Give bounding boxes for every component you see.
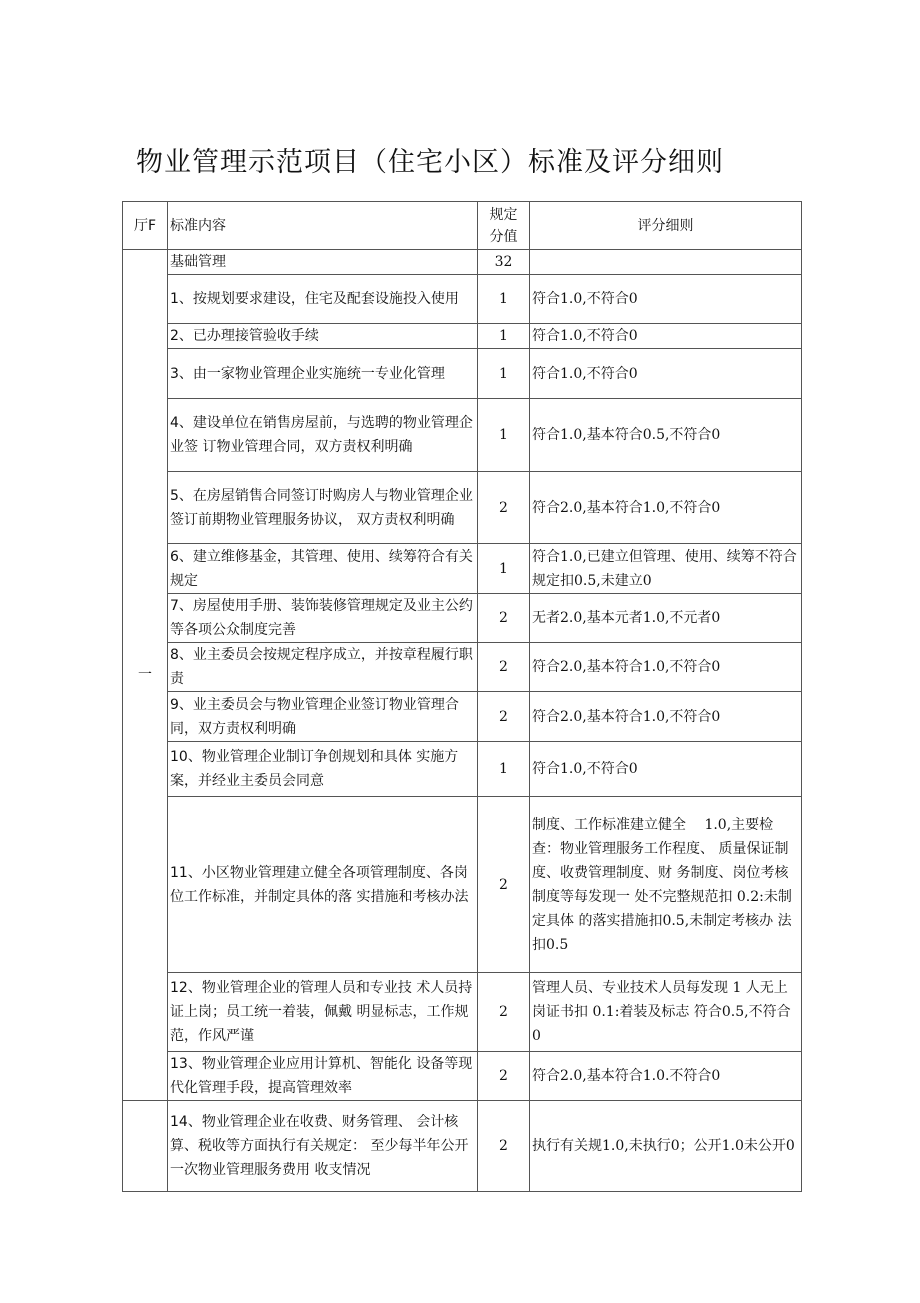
row-score: 2 [478,973,530,1052]
header-score-line2: 分值 [489,228,518,245]
row-content: 8、业主委员会按规定程序成立，并按章程履行职责 [168,643,478,692]
row-score: 2 [478,692,530,742]
row-content: 9、业主委员会与物业管理企业签订物业管理合同，双方责权利明确 [168,692,478,742]
row-content: 1、按规划要求建设，住宅及配套设施投入使用 [168,275,478,324]
row-rule: 符合1.0,基本符合0.5,不符合0 [530,399,802,472]
table-row [123,399,802,472]
section-row [123,250,802,275]
row-content: 7、房屋使用手册、装饰装修管理规定及业主公约等各项公众制度完善 [168,594,478,643]
page-title: 物业管理示范项目（住宅小区）标准及评分细则 [136,147,724,178]
row-content: 14、物业管理企业在收费、财务管理、 会计核算、税收等方面执行有关规定： 至少每半年公开一次物业管理服务费用 收支情况 [168,1101,478,1192]
section-label: 基础管理 [168,250,478,275]
row-rule: 符合2.0,基本符合1.0.不符合0 [530,1052,802,1101]
row-content: 3、由一家物业管理企业实施统一专业化管理 [168,349,478,399]
table-row [123,472,802,544]
header-rules: 评分细则 [530,202,802,250]
row-rule: 执行有关规1.0,未执行0；公开1.0未公开0 [530,1101,802,1192]
row-score: 2 [478,594,530,643]
row-rule: 符合1.0,不符合0 [530,275,802,324]
row-score: 1 [478,275,530,324]
section-rule [530,250,802,275]
section-score: 32 [478,250,530,275]
header-score [478,202,530,250]
row-content: 6、建立维修基金，其管理、使用、续筹符合有关规定 [168,544,478,594]
table-row [123,643,802,692]
table-row [123,692,802,742]
row-score: 2 [478,1101,530,1192]
row-rule: 符合2.0,基本符合1.0,不符合0 [530,643,802,692]
row-score: 2 [478,472,530,544]
table-row [123,973,802,1052]
row-rule: 符合1.0,不符合0 [530,742,802,797]
table-row [123,797,802,973]
row-rule: 符合1.0,不符合0 [530,324,802,349]
table-row [123,544,802,594]
header-seq: 厅F [123,202,168,250]
row-score: 2 [478,643,530,692]
row-score: 1 [478,742,530,797]
row-rule: 制度、工作标准建立健全 1.0,主要检查：物业管理服务工作程度、 质量保证制度、收费管理制度、财 务制度、岗位考核制度等每发现一 处不完整规范扣 0.2:未制定具体 的落实措施扣0.5,未制定考核办 法扣0.5 [530,797,802,973]
row-rule: 符合2.0,基本符合1.0,不符合0 [530,472,802,544]
table-row [123,594,802,643]
row-score: 2 [478,1052,530,1101]
group-number-blank [123,1101,168,1192]
row-content: 5、在房屋销售合同签订时购房人与物业管理企业签订前期物业管理服务协议， 双方责权利明确 [168,472,478,544]
table-row [123,742,802,797]
row-score: 1 [478,324,530,349]
table-row [123,324,802,349]
row-content: 11、小区物业管理建立健全各项管理制度、各岗位工作标准，并制定具体的落 实措施和考核办法 [168,797,478,973]
scoring-table [122,201,802,1192]
row-score: 1 [478,349,530,399]
header-content: 标准内容 [168,202,478,250]
table-row [123,1101,802,1192]
row-rule: 符合2.0,基本符合1.0,不符合0 [530,692,802,742]
row-content: 2、已办理接管验收手续 [168,324,478,349]
row-rule: 管理人员、专业技术人员每发现 1 人无上岗证书扣 0.1:着装及标志 符合0.5,不符合0 [530,973,802,1052]
group-number: 一 [123,250,168,1101]
row-rule: 符合1.0,已建立但管理、使用、续筹不符合规定扣0.5,未建立0 [530,544,802,594]
table-row [123,349,802,399]
table-header-row [123,202,802,250]
table-row [123,275,802,324]
row-score: 1 [478,399,530,472]
table-row [123,1052,802,1101]
header-score-line1: 规定 [489,206,518,223]
row-content: 4、建设单位在销售房屋前，与选聘的物业管理企业签 订物业管理合同，双方责权利明确 [168,399,478,472]
row-content: 12、物业管理企业的管理人员和专业技 术人员持证上岗；员工统一着装，佩戴 明显标志，工作规范，作风严谨 [168,973,478,1052]
row-score: 1 [478,544,530,594]
row-score: 2 [478,797,530,973]
row-content: 13、物业管理企业应用计算机、智能化 设备等现代化管理手段，提高管理效率 [168,1052,478,1101]
row-rule: 无者2.0,基本元者1.0,不元者0 [530,594,802,643]
row-rule: 符合1.0,不符合0 [530,349,802,399]
row-content: 10、物业管理企业制订争创规划和具体 实施方案，并经业主委员会同意 [168,742,478,797]
